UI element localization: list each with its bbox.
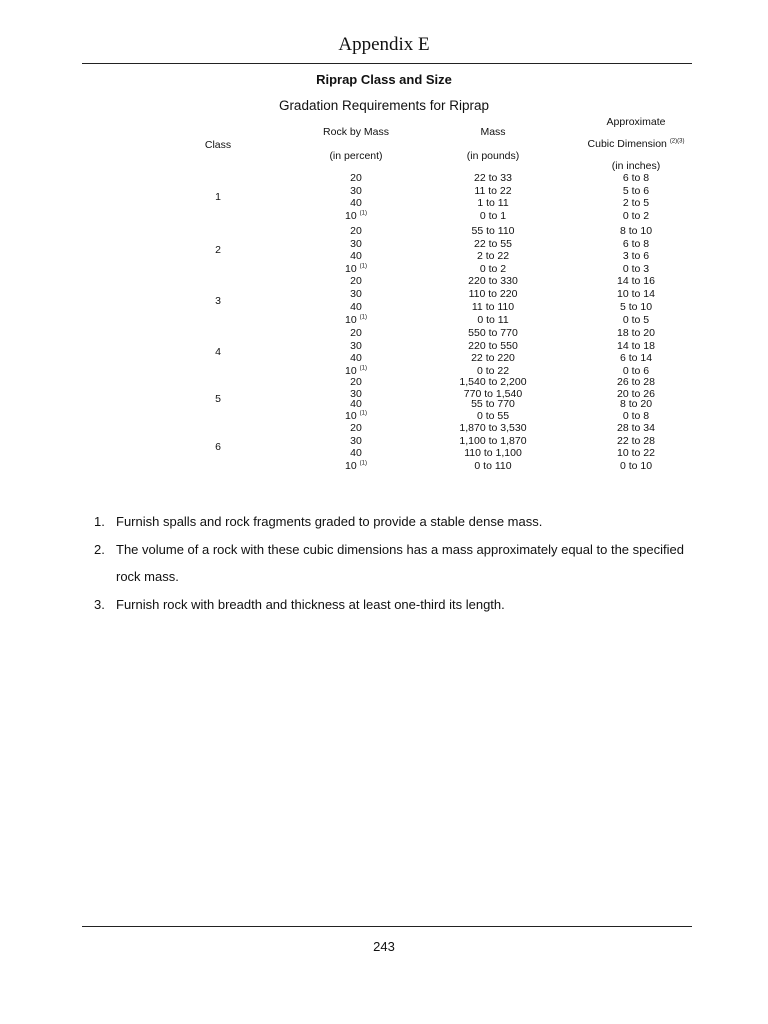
percent-value: 30 (350, 238, 362, 250)
footnote-ref: (1) (359, 460, 367, 467)
header-cubic-dimension (568, 138, 704, 150)
percent-cell (316, 422, 396, 434)
header-cubic-unit: (in inches) (611, 160, 661, 172)
percent-cell (316, 197, 396, 209)
percent-cell (316, 460, 396, 472)
percent-cell (316, 376, 396, 388)
header-mass: Mass (480, 126, 506, 138)
class-number: 2 (215, 244, 221, 256)
percent-value: 10 (345, 365, 357, 377)
percent-cell (316, 435, 396, 447)
mass-cell: 0 to 1 (479, 210, 507, 222)
dimension-cell: 0 to 5 (622, 314, 650, 326)
footnote-text: The volume of a rock with these cubic dimensions has a mass approximately equal to the specified rock mass. (116, 541, 684, 584)
header-rule (82, 63, 692, 64)
dimension-cell: 5 to 6 (622, 185, 650, 197)
mass-cell: 0 to 110 (474, 460, 512, 472)
mass-cell: 2 to 22 (476, 250, 510, 262)
mass-cell: 0 to 55 (476, 410, 510, 422)
mass-cell: 110 to 1,100 (464, 447, 522, 459)
footnote-3 (94, 591, 694, 619)
dimension-cell: 8 to 10 (619, 225, 653, 237)
percent-value: 10 (345, 460, 357, 472)
header-cubic-footnote: (2)(3) (669, 138, 685, 145)
mass-cell: 11 to 110 (471, 301, 515, 313)
footnote-ref: (1) (359, 365, 367, 372)
table-title: Riprap Class and Size (316, 72, 452, 87)
percent-cell (316, 210, 396, 222)
percent-value: 40 (350, 301, 362, 313)
percent-value: 40 (350, 398, 362, 410)
footnote-ref: (1) (359, 263, 367, 270)
class-number: 1 (215, 191, 221, 203)
mass-cell: 1 to 11 (477, 197, 509, 209)
dimension-cell: 0 to 3 (622, 263, 650, 275)
percent-cell (316, 225, 396, 237)
dimension-cell: 10 to 14 (617, 288, 655, 300)
percent-cell (316, 238, 396, 250)
dimension-cell: 6 to 8 (622, 238, 650, 250)
percent-cell (316, 250, 396, 262)
header-class: Class (204, 139, 232, 151)
dimension-cell: 10 to 22 (617, 447, 655, 459)
percent-cell (316, 314, 396, 326)
percent-cell (316, 340, 396, 352)
percent-cell (316, 352, 396, 364)
footnote-2 (94, 536, 694, 591)
footnote-1 (94, 508, 694, 536)
percent-value: 20 (350, 327, 362, 339)
percent-value: 40 (350, 447, 362, 459)
mass-cell: 22 to 33 (474, 172, 512, 184)
mass-cell: 110 to 220 (468, 288, 518, 300)
dimension-cell: 26 to 28 (617, 376, 655, 388)
mass-cell: 22 to 220 (471, 352, 515, 364)
mass-cell: 770 to 1,540 (463, 388, 523, 400)
percent-cell (316, 263, 396, 275)
class-number: 5 (215, 393, 221, 405)
percent-value: 20 (350, 172, 362, 184)
percent-value: 30 (350, 435, 362, 447)
dimension-cell: 0 to 2 (622, 210, 650, 222)
footer-rule (82, 926, 692, 927)
dimension-cell: 0 to 6 (622, 365, 650, 377)
dimension-cell: 18 to 20 (617, 327, 655, 339)
percent-value: 20 (350, 422, 362, 434)
dimension-cell: 0 to 8 (622, 410, 650, 422)
percent-value: 30 (350, 288, 362, 300)
mass-cell: 55 to 770 (471, 398, 515, 410)
dimension-cell: 2 to 5 (622, 197, 650, 209)
percent-cell (316, 410, 396, 422)
mass-cell: 1,540 to 2,200 (459, 376, 527, 388)
header-cubic-text: Cubic Dimension (587, 138, 667, 150)
percent-value: 10 (345, 210, 357, 222)
footnote-text: Furnish spalls and rock fragments graded to provide a stable dense mass. (116, 514, 543, 529)
percent-cell (316, 327, 396, 339)
header-rock-by-mass: Rock by Mass (323, 126, 389, 138)
mass-cell: 550 to 770 (468, 327, 518, 339)
percent-value: 40 (350, 197, 362, 209)
footnote-number: 2. (94, 541, 105, 557)
class-number: 6 (215, 441, 221, 453)
header-approximate: Approximate (606, 116, 666, 128)
mass-cell: 0 to 11 (477, 314, 509, 326)
dimension-cell: 3 to 6 (622, 250, 650, 262)
footnote-ref: (1) (359, 210, 367, 217)
mass-cell: 1,870 to 3,530 (459, 422, 527, 434)
percent-value: 40 (350, 250, 362, 262)
footnote-ref: (1) (359, 314, 367, 321)
mass-cell: 1,100 to 1,870 (459, 435, 527, 447)
dimension-cell: 14 to 18 (617, 340, 655, 352)
table-subtitle: Gradation Requirements for Riprap (278, 98, 490, 113)
dimension-cell: 8 to 20 (619, 398, 653, 410)
percent-cell (316, 275, 396, 287)
footnotes-list (94, 508, 694, 618)
percent-value: 10 (345, 410, 357, 422)
mass-cell: 0 to 22 (476, 365, 510, 377)
percent-value: 30 (350, 340, 362, 352)
mass-cell: 11 to 22 (474, 185, 512, 197)
percent-cell (316, 301, 396, 313)
footnote-text: Furnish rock with breadth and thickness at least one-third its length. (116, 596, 505, 612)
dimension-cell: 0 to 10 (619, 460, 653, 472)
dimension-cell: 20 to 26 (617, 388, 655, 400)
mass-cell: 220 to 550 (468, 340, 518, 352)
dimension-cell: 22 to 28 (617, 435, 655, 447)
percent-value: 20 (350, 376, 362, 388)
page-number: 243 (373, 939, 395, 954)
class-number: 3 (215, 295, 221, 307)
page-header-title: Appendix E (338, 34, 430, 55)
footnote-number: 3. (94, 596, 105, 612)
footnote-ref: (1) (359, 410, 367, 417)
mass-cell: 0 to 2 (479, 263, 507, 275)
percent-value: 20 (350, 275, 362, 287)
dimension-cell: 5 to 10 (619, 301, 653, 313)
mass-cell: 22 to 55 (474, 238, 512, 250)
percent-value: 10 (345, 314, 357, 326)
dimension-cell: 14 to 16 (617, 275, 655, 287)
mass-cell: 220 to 330 (468, 275, 518, 287)
percent-cell (316, 398, 396, 410)
percent-value: 10 (345, 263, 357, 275)
dimension-cell: 6 to 8 (622, 172, 650, 184)
header-rock-unit: (in percent) (329, 150, 383, 162)
footnote-number: 1. (94, 514, 105, 529)
percent-value: 30 (350, 388, 362, 400)
mass-cell: 55 to 110 (471, 225, 515, 237)
dimension-cell: 28 to 34 (617, 422, 655, 434)
header-mass-unit: (in pounds) (466, 150, 520, 162)
percent-value: 40 (350, 352, 362, 364)
class-number: 4 (215, 346, 221, 358)
percent-cell (316, 172, 396, 184)
percent-value: 20 (350, 225, 362, 237)
dimension-cell: 6 to 14 (619, 352, 653, 364)
percent-cell (316, 185, 396, 197)
percent-cell (316, 447, 396, 459)
percent-value: 30 (350, 185, 362, 197)
percent-cell (316, 288, 396, 300)
